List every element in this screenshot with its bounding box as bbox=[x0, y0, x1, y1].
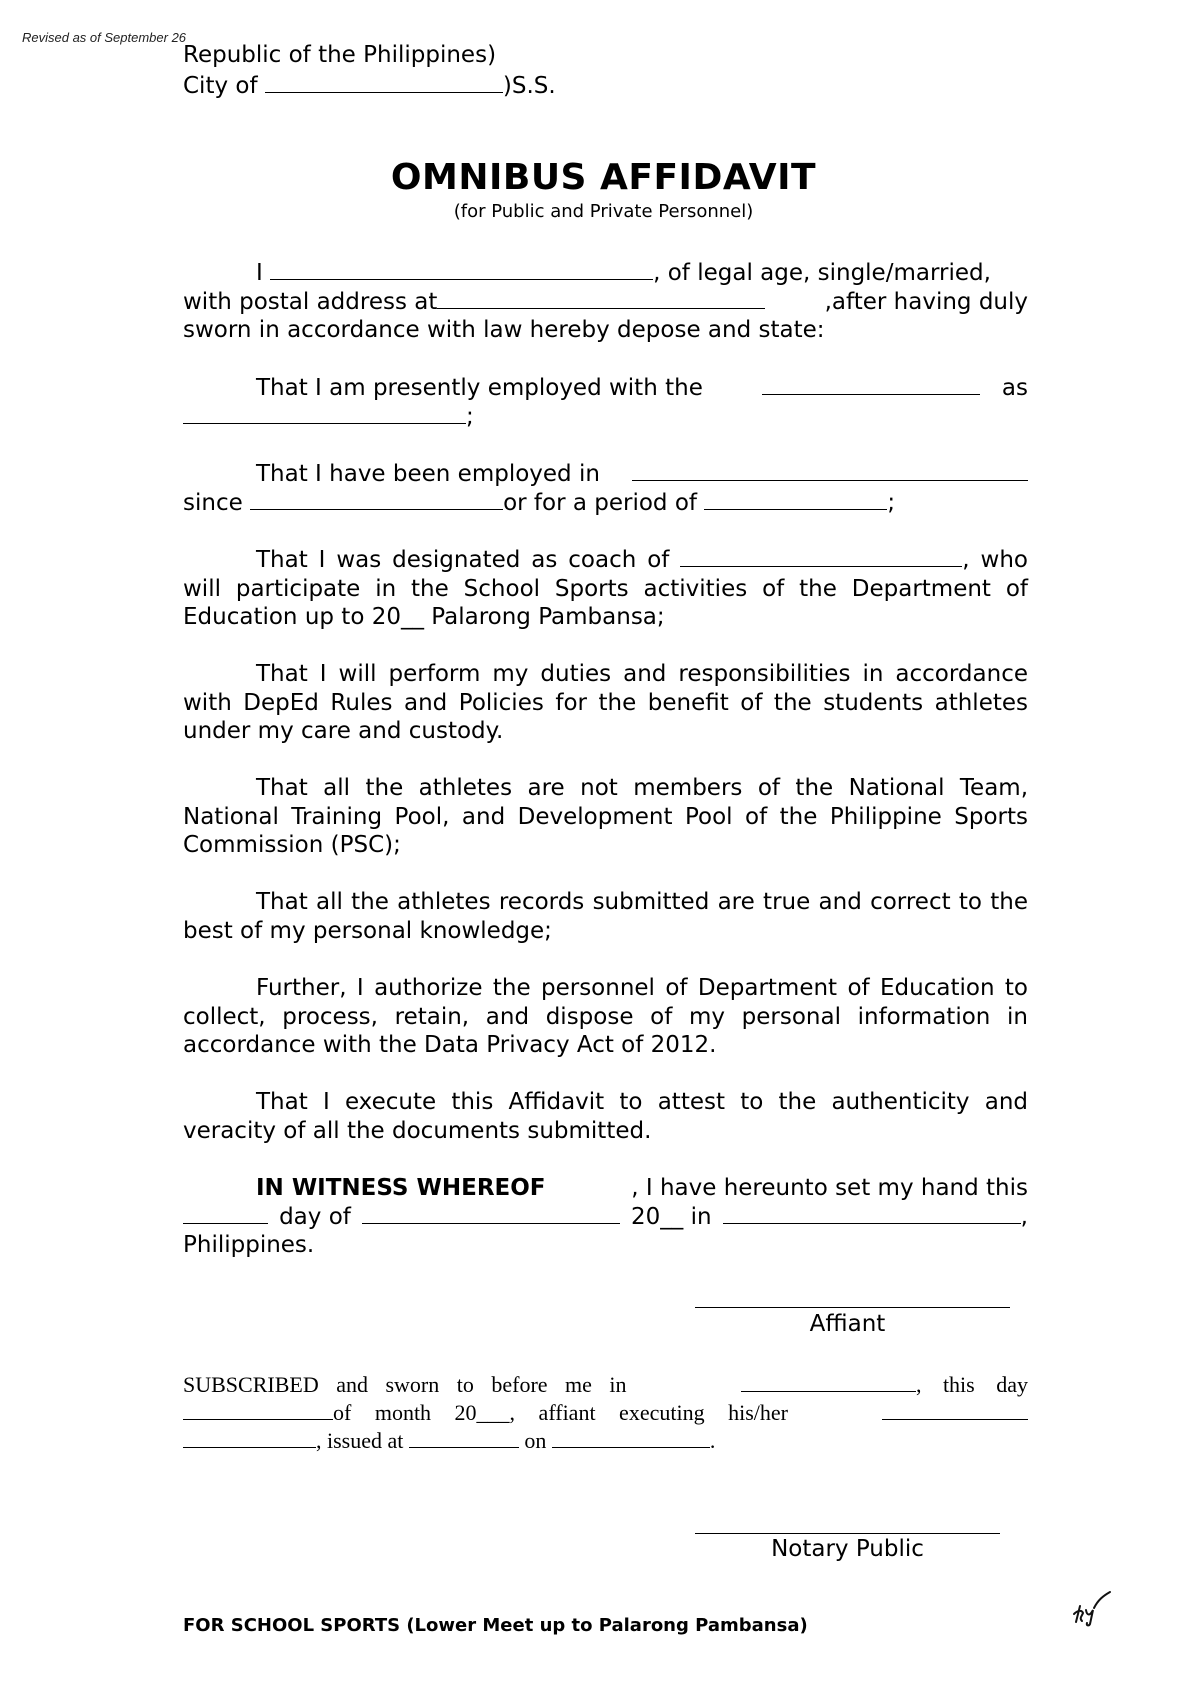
revision-note: Revised as of September 26 bbox=[22, 30, 187, 45]
notary-id2-blank[interactable] bbox=[183, 1427, 316, 1448]
notary-day-blank[interactable] bbox=[183, 1399, 333, 1420]
p3-semicolon: ; bbox=[887, 489, 896, 516]
p1-i: I bbox=[256, 260, 263, 286]
notary-issued-at: , issued at bbox=[316, 1428, 404, 1453]
handwritten-initials bbox=[1070, 1588, 1115, 1628]
notary-paragraph bbox=[183, 1371, 1028, 1455]
notary-place-blank[interactable] bbox=[741, 1371, 916, 1392]
notary-month: of month 20___, affiant executing his/her bbox=[333, 1400, 788, 1425]
paragraph-employment bbox=[183, 374, 1028, 431]
paragraph-records bbox=[183, 888, 1028, 945]
p10-philippines: Philippines. bbox=[183, 1232, 315, 1258]
p1-after: ,after having duly bbox=[824, 288, 1028, 315]
p4-rest: , who will participate in the School Sports activities of the Department of Education up to 20__ Palarong Pambansa; bbox=[183, 547, 1028, 630]
document-title: OMNIBUS AFFIDAVIT bbox=[390, 157, 817, 198]
p10-day-of: day of bbox=[279, 1203, 351, 1230]
paragraph-witness bbox=[183, 1174, 1028, 1260]
period-blank[interactable] bbox=[704, 489, 887, 510]
p2-semicolon: ; bbox=[466, 403, 474, 430]
p2-text: That I am presently employed with the bbox=[256, 375, 703, 401]
notary-on: on bbox=[524, 1428, 547, 1453]
place-blank[interactable] bbox=[723, 1203, 1021, 1224]
p2-as: as bbox=[1001, 375, 1028, 401]
city-prefix: City of bbox=[183, 73, 258, 99]
paragraph-identity bbox=[183, 259, 1028, 345]
notary-subscribed: SUBSCRIBED and sworn to before me in bbox=[183, 1372, 627, 1397]
month-blank[interactable] bbox=[362, 1203, 620, 1224]
city-suffix: )S.S. bbox=[502, 73, 556, 99]
affiant-label: Affiant bbox=[809, 1311, 886, 1337]
paragraph-not-members bbox=[183, 774, 1028, 860]
paragraph-execute bbox=[183, 1088, 1028, 1145]
witness-whereof: IN WITNESS WHEREOF bbox=[256, 1175, 546, 1201]
header-republic: Republic of the Philippines) bbox=[183, 42, 497, 68]
p10-comma: , bbox=[1020, 1203, 1028, 1230]
p9-text: That I execute this Affidavit to attest to the authenticity and veracity of all the documents submitted. bbox=[183, 1089, 1028, 1144]
notary-this-day: , this day bbox=[915, 1372, 1028, 1397]
p8-text: Further, I authorize the personnel of Department of Education to collect, process, retain, and dispose of my personal information in accordance with the Data Privacy Act of 2012. bbox=[183, 975, 1028, 1058]
p3-period: or for a period of bbox=[503, 489, 697, 516]
affiant-signature-line[interactable] bbox=[695, 1307, 1010, 1308]
employer-blank[interactable] bbox=[762, 374, 980, 395]
notary-signature-line[interactable] bbox=[695, 1533, 1000, 1534]
notary-id-blank[interactable] bbox=[882, 1399, 1028, 1420]
name-blank[interactable] bbox=[270, 259, 653, 280]
p1-sworn: sworn in accordance with law hereby depose and state: bbox=[183, 317, 825, 343]
header-city bbox=[183, 72, 556, 99]
p7-text: That all the athletes records submitted are true and correct to the best of my personal knowledge; bbox=[183, 889, 1028, 944]
coach-of-blank[interactable] bbox=[680, 546, 962, 567]
footer-school-sports: FOR SCHOOL SPORTS (Lower Meet up to Palarong Pambansa) bbox=[183, 1615, 808, 1636]
address-blank[interactable] bbox=[437, 288, 765, 309]
day-blank[interactable] bbox=[183, 1203, 268, 1224]
p3-text: That I have been employed in bbox=[256, 461, 600, 487]
paragraph-data-privacy bbox=[183, 974, 1028, 1060]
paragraph-employed-in bbox=[183, 460, 1028, 517]
notary-issued-blank[interactable] bbox=[409, 1427, 519, 1448]
since-blank[interactable] bbox=[250, 489, 503, 510]
employed-in-blank[interactable] bbox=[632, 460, 1028, 481]
p5-text: That I will perform my duties and responsibilities in accordance with DepEd Rules and Policies for the benefit of the students athletes under my care and custody. bbox=[183, 661, 1028, 744]
p10-year-in: 20__ in bbox=[631, 1203, 712, 1230]
p10-hand: , I have hereunto set my hand this bbox=[631, 1175, 1028, 1201]
paragraph-coach bbox=[183, 546, 1028, 632]
document-subtitle: (for Public and Private Personnel) bbox=[453, 201, 754, 222]
paragraph-duties bbox=[183, 660, 1028, 746]
p4-text: That I was designated as coach of bbox=[256, 547, 670, 573]
p3-since: since bbox=[183, 489, 243, 516]
notary-period: . bbox=[709, 1428, 716, 1453]
p1-legal-age: , of legal age, single/married, bbox=[653, 260, 991, 286]
p1-address-label: with postal address at bbox=[183, 288, 438, 315]
position-blank[interactable] bbox=[183, 403, 466, 424]
notary-public-label: Notary Public bbox=[771, 1536, 924, 1562]
notary-date-blank[interactable] bbox=[552, 1427, 710, 1448]
city-blank[interactable] bbox=[265, 72, 503, 93]
p6-text: That all the athletes are not members of the National Team, National Training Pool, and Development Pool of the Philippine Sports Commission (PSC); bbox=[183, 775, 1028, 858]
